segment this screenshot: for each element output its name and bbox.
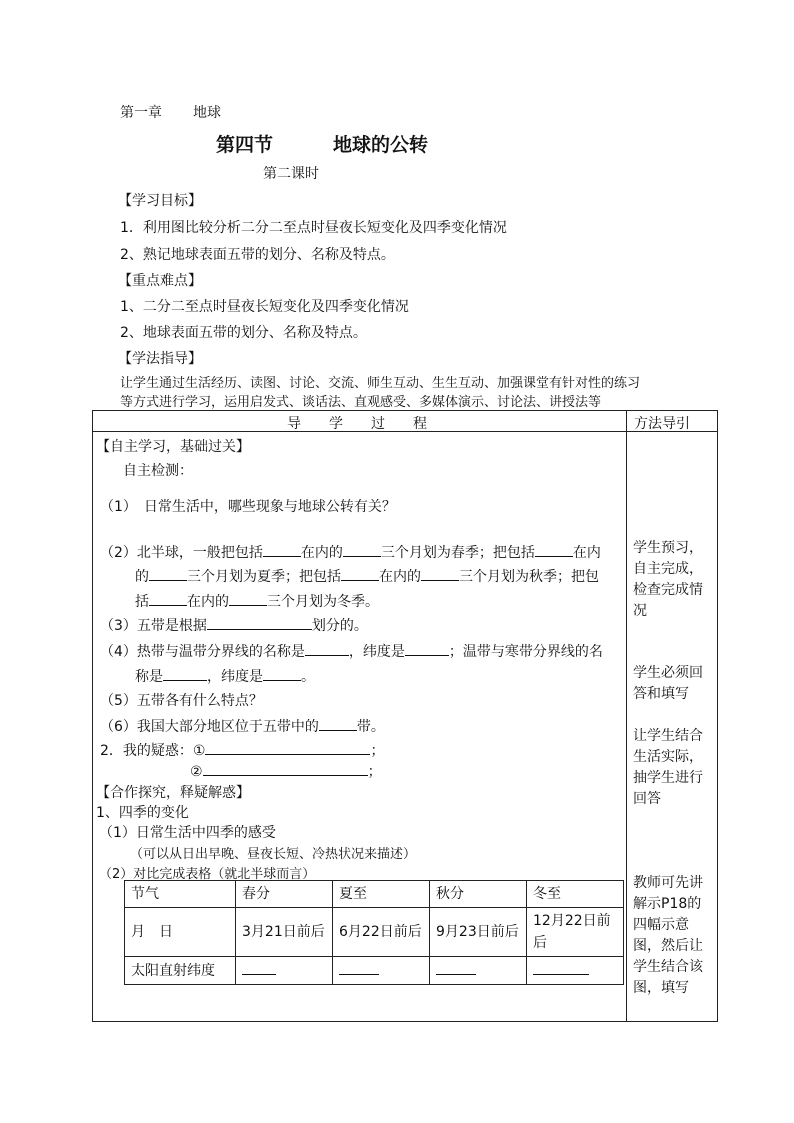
process-column-header: 导 学 过 程 bbox=[287, 416, 427, 432]
coop-sub-1: （1）日常生活中四季的感受 bbox=[99, 825, 276, 841]
table-cell bbox=[236, 957, 333, 985]
method-column-header: 方法导引 bbox=[634, 416, 690, 432]
blank bbox=[305, 640, 349, 656]
blank bbox=[149, 590, 187, 606]
blank bbox=[436, 959, 476, 975]
table-cell bbox=[333, 957, 430, 985]
blank bbox=[229, 590, 267, 606]
table-cell: 6月22日前后 bbox=[333, 908, 430, 957]
doubt-line-1: 2．我的疑惑：① ； bbox=[100, 739, 384, 760]
table-cell: 冬至 bbox=[527, 881, 624, 908]
table-cell: 秋分 bbox=[430, 881, 527, 908]
question-4-line-1: （4）热带与温带分界线的名称是 ，纬度是 ；温带与寒带分界线的名 bbox=[100, 640, 603, 661]
self-check-label: 自主检测： bbox=[123, 463, 193, 479]
question-2-line-3: 括 在内的 三个月划为冬季。 bbox=[135, 590, 379, 611]
objectives-heading: 【学习目标】 bbox=[118, 193, 202, 209]
method-note: 教师可先讲解示P18的四幅示意图，然后让学生结合该图，填写 bbox=[633, 875, 703, 996]
key-point-item: 2、地球表面五带的划分、名称及特点。 bbox=[120, 325, 367, 341]
season-table bbox=[124, 880, 624, 985]
blank bbox=[343, 541, 381, 557]
table-cell bbox=[430, 957, 527, 985]
table-row bbox=[125, 881, 624, 908]
doubt-line-2: ② ； bbox=[190, 760, 382, 781]
table-row bbox=[125, 908, 624, 957]
table-cell: 12月22日前后 bbox=[527, 908, 624, 957]
method-heading: 【学法指导】 bbox=[118, 351, 202, 367]
question-3: （3）五带是根据 划分的。 bbox=[100, 614, 368, 635]
blank bbox=[533, 959, 589, 975]
blank bbox=[405, 640, 449, 656]
coop-item-1: 1、四季的变化 bbox=[96, 805, 189, 821]
question-2-line-1: （2）北半球，一般把包括 在内的 三个月划为春季；把包括 在内 bbox=[100, 541, 601, 562]
blank bbox=[339, 959, 379, 975]
table-cell: 3月21日前后 bbox=[236, 908, 333, 957]
coop-sub-2: （2）对比完成表格（就北半球而言） bbox=[99, 867, 316, 882]
coop-sub-1-note: （可以从日出早晚、昼夜长短、冷热状况来描述） bbox=[130, 847, 417, 862]
blank bbox=[421, 565, 459, 581]
table-cell: 9月23日前后 bbox=[430, 908, 527, 957]
question-6: （6）我国大部分地区位于五带中的 带。 bbox=[100, 715, 385, 736]
blank bbox=[341, 565, 379, 581]
table-cell: 太阳直射纬度 bbox=[125, 957, 236, 985]
table-cell: 夏至 bbox=[333, 881, 430, 908]
blank bbox=[205, 739, 370, 755]
key-point-item: 1、二分二至点时昼夜长短变化及四季变化情况 bbox=[120, 299, 409, 315]
blank bbox=[535, 541, 573, 557]
table-cell: 节气 bbox=[125, 881, 236, 908]
chapter-label: 第一章 bbox=[120, 105, 162, 121]
method-line: 让学生通过生活经历、读图、讨论、交流、师生互动、生生互动、加强课堂有针对性的练习 bbox=[120, 376, 641, 391]
method-line: 等方式进行学习，运用启发式、谈话法、直观感受、多媒体演示、讨论法、讲授法等 bbox=[120, 395, 602, 410]
blank bbox=[263, 665, 301, 681]
lesson-label: 第二课时 bbox=[263, 166, 319, 182]
objective-item: 2、熟记地球表面五带的划分、名称及特点。 bbox=[120, 247, 395, 263]
blank bbox=[263, 541, 301, 557]
table-cell: 月 日 bbox=[125, 908, 236, 957]
blank bbox=[203, 760, 368, 776]
chapter-title: 地球 bbox=[193, 105, 221, 121]
question-2-line-2: 的 三个月划为夏季；把包括 在内的 三个月划为秋季；把包 bbox=[135, 565, 599, 586]
section-title: 地球的公转 bbox=[333, 134, 429, 156]
method-note: 让学生结合生活实际，抽学生进行回答 bbox=[633, 728, 703, 807]
method-note: 学生预习，自主完成，检查完成情况 bbox=[633, 540, 703, 619]
section-label: 第四节 bbox=[216, 134, 274, 156]
blank bbox=[149, 565, 187, 581]
blank bbox=[242, 959, 276, 975]
blank bbox=[163, 665, 207, 681]
key-points-heading: 【重点难点】 bbox=[118, 273, 202, 289]
self-study-heading: 【自主学习，基础过关】 bbox=[96, 439, 250, 455]
blank bbox=[207, 614, 312, 630]
objective-item: 1．利用图比较分析二分二至点时昼夜长短变化及四季变化情况 bbox=[120, 220, 507, 236]
table-row bbox=[125, 957, 624, 985]
table-cell bbox=[527, 957, 624, 985]
blank bbox=[319, 715, 357, 731]
method-note: 学生必须回答和填写 bbox=[633, 665, 703, 702]
question-5: （5）五带各有什么特点？ bbox=[100, 693, 263, 709]
question-4-line-2: 称是 ，纬度是 。 bbox=[135, 665, 315, 686]
question-1: （1） 日常生活中，哪些现象与地球公转有关？ bbox=[100, 499, 396, 515]
coop-heading: 【合作探究，释疑解惑】 bbox=[96, 785, 250, 801]
table-cell: 春分 bbox=[236, 881, 333, 908]
column-divider bbox=[626, 410, 627, 1021]
